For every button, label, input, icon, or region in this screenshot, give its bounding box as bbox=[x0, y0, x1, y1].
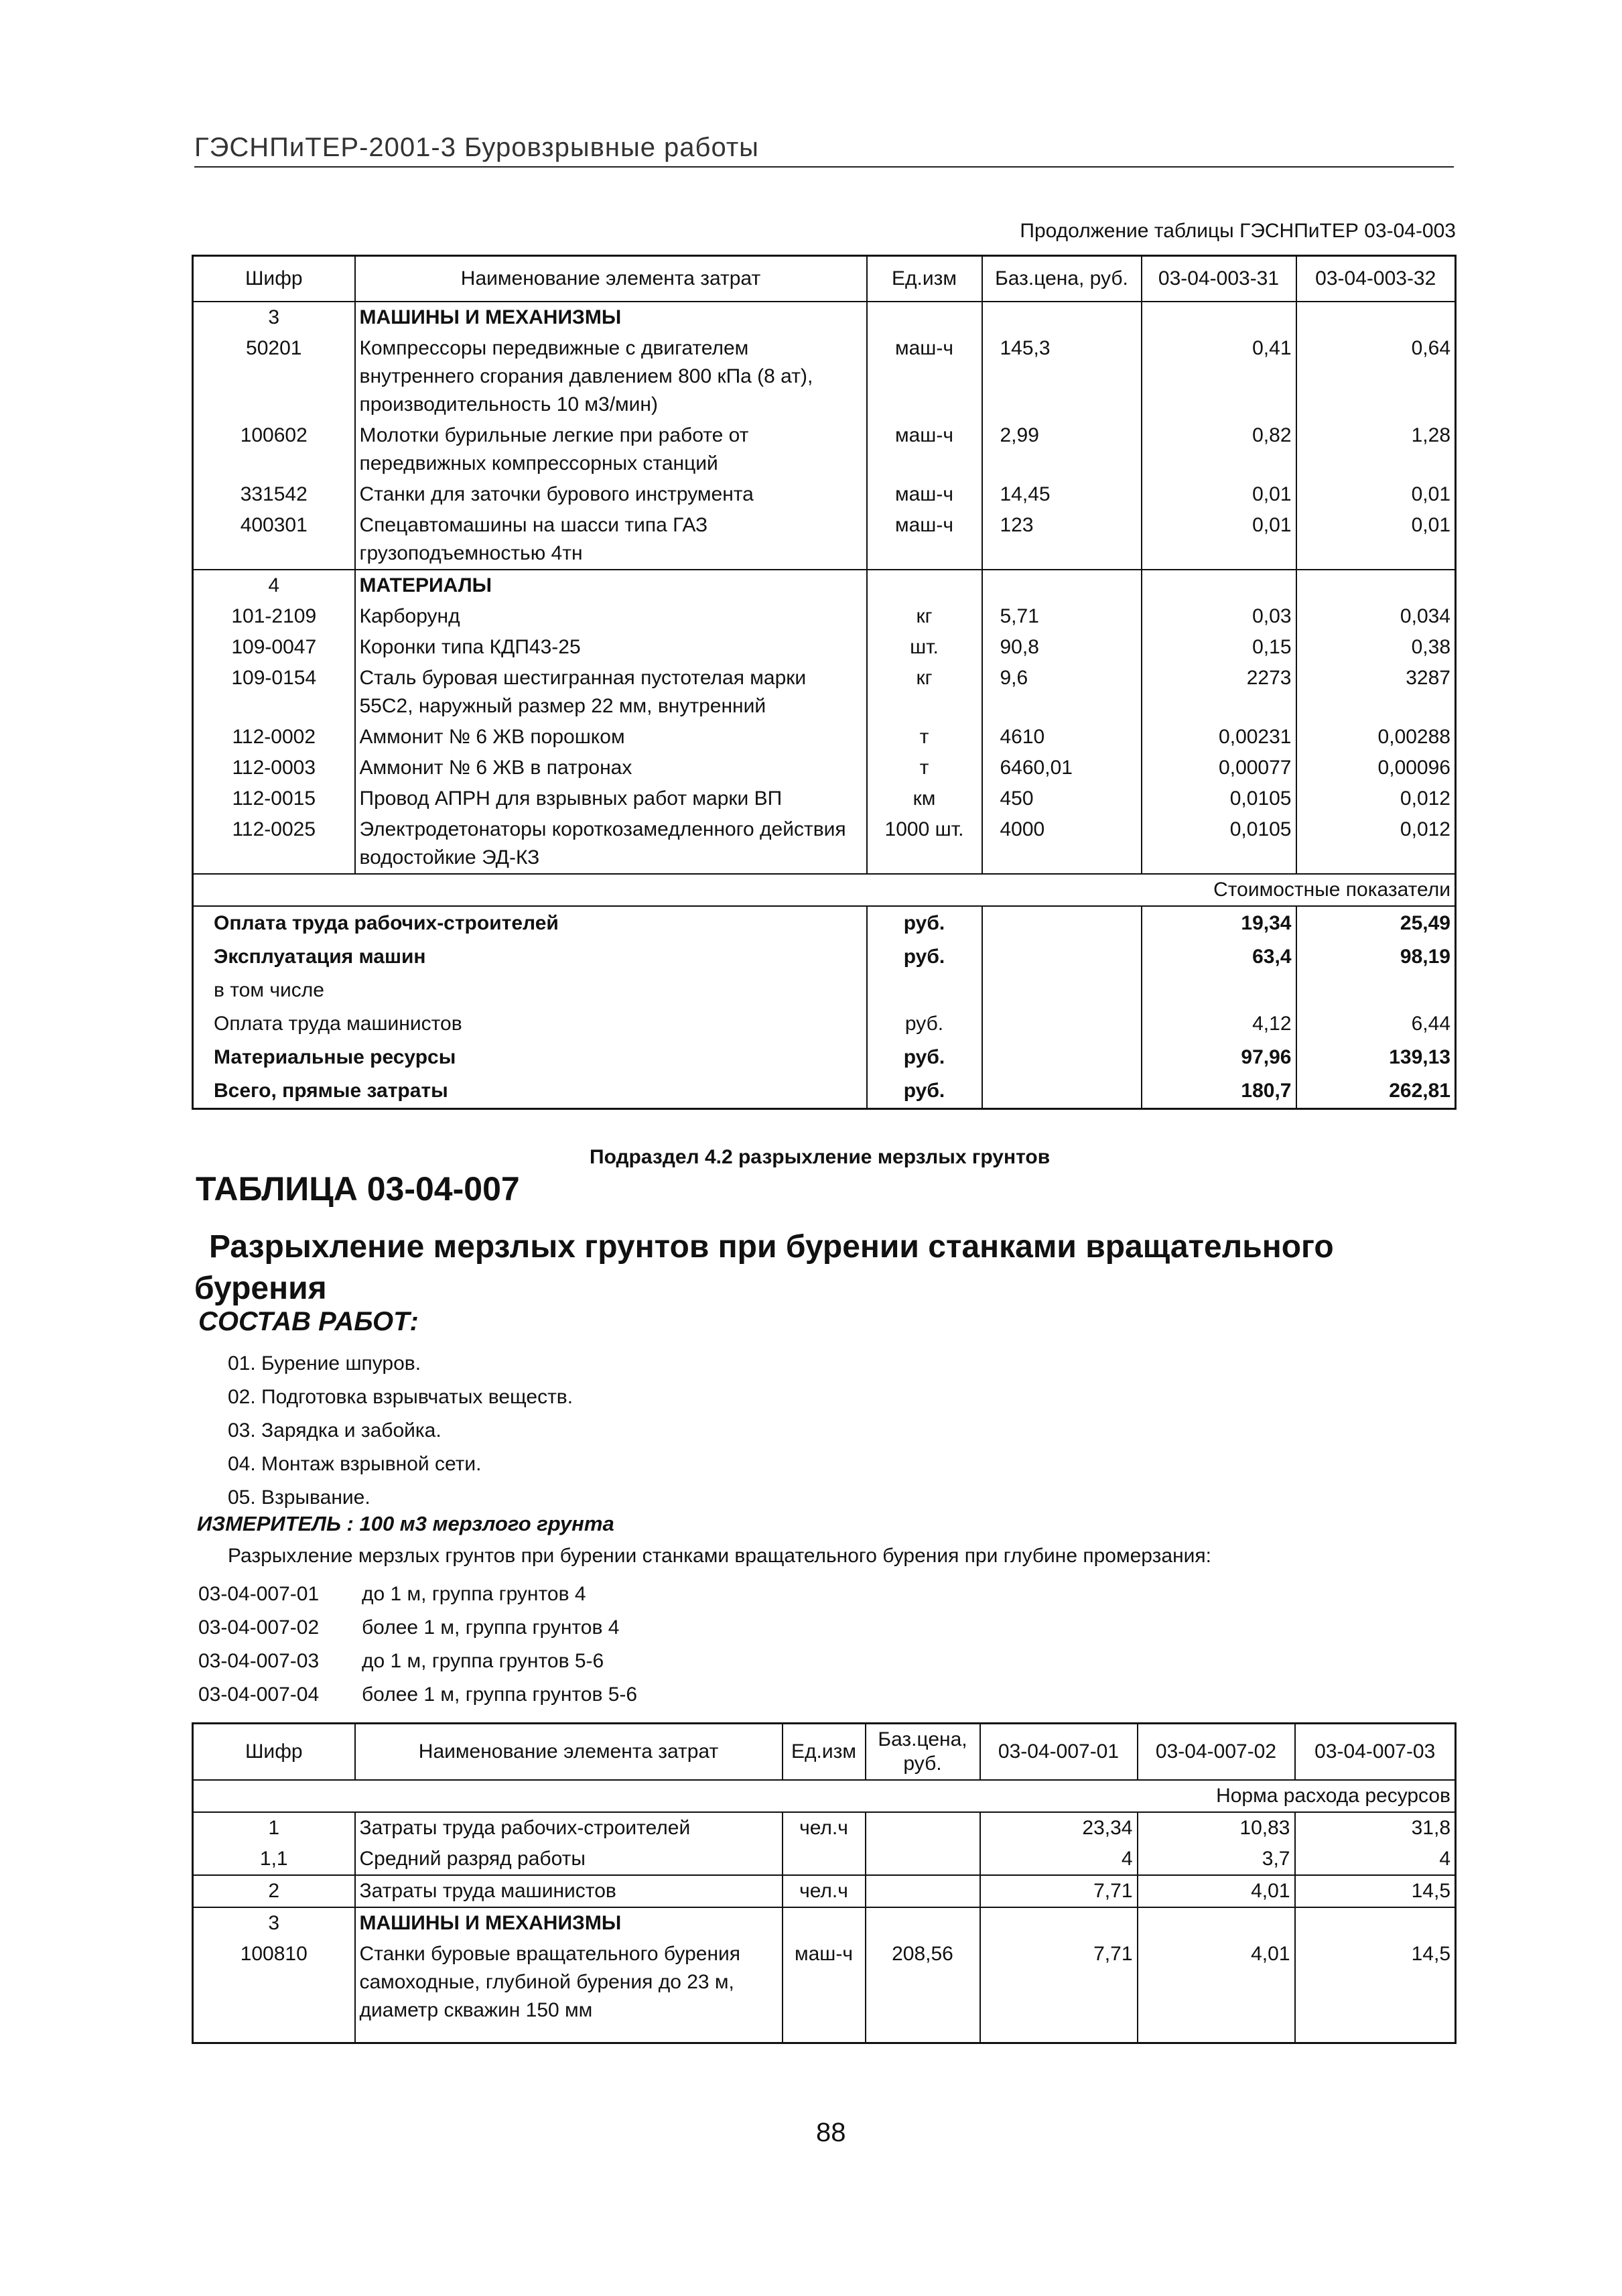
measure-description: Разрыхление мерзлых грунтов при бурении станками вращательного бурения при глубине промерзания: bbox=[228, 1545, 1211, 1567]
summary-unit bbox=[867, 974, 982, 1007]
summary-value: 98,19 bbox=[1296, 940, 1456, 974]
resource-name: Спецавтомашины на шасси типа ГАЗ грузоподъемностью 4тн bbox=[355, 510, 867, 570]
resource-value: 0,00288 bbox=[1296, 722, 1456, 753]
resource-value: 4 bbox=[980, 1844, 1138, 1875]
resource-value: 14,5 bbox=[1295, 1939, 1456, 2026]
resource-code: 331542 bbox=[193, 479, 355, 510]
resource-value: 3,7 bbox=[1138, 1844, 1295, 1875]
summary-value: 63,4 bbox=[1142, 940, 1296, 974]
resource-base-price: 6460,01 bbox=[982, 753, 1142, 783]
resource-row bbox=[193, 632, 1456, 663]
running-title: ГЭСНПиТЕР-2001-3 Буровзрывные работы bbox=[194, 133, 759, 162]
summary-row bbox=[193, 974, 1456, 1007]
resource-value: 0,00077 bbox=[1142, 753, 1296, 783]
resource-value: 23,34 bbox=[980, 1812, 1138, 1844]
resource-value: 3287 bbox=[1296, 663, 1456, 722]
resource-unit: маш-ч bbox=[867, 479, 982, 510]
table-title-text: Разрыхление мерзлых грунтов при бурении станками вращательного бурения bbox=[194, 1229, 1334, 1306]
resource-code: 112-0003 bbox=[193, 753, 355, 783]
summary-value: 6,44 bbox=[1296, 1007, 1456, 1041]
resource-name: Компрессоры передвижные с двигателем внутреннего сгорания давлением 800 кПа (8 ат), производительность 10 м3/мин) bbox=[355, 333, 867, 420]
resource-value: 0,034 bbox=[1296, 601, 1456, 632]
table-cell bbox=[1295, 2026, 1456, 2043]
resource-code: 100602 bbox=[193, 420, 355, 479]
resource-row bbox=[193, 663, 1456, 722]
resource-value: 14,5 bbox=[1295, 1875, 1456, 1907]
variant-code: 03-04-007-01 bbox=[198, 1583, 320, 1605]
variant-text: до 1 м, группа грунтов 5-6 bbox=[362, 1650, 604, 1672]
resource-code: 112-0025 bbox=[193, 814, 355, 874]
variant-row bbox=[198, 1645, 637, 1678]
table-cell bbox=[982, 1074, 1142, 1109]
resource-row bbox=[193, 479, 1456, 510]
work-list bbox=[228, 1347, 573, 1515]
resource-row bbox=[193, 783, 1456, 814]
resource-row bbox=[193, 1844, 1456, 1875]
resource-unit: т bbox=[867, 753, 982, 783]
variant-list bbox=[198, 1578, 637, 1712]
variant-row bbox=[198, 1611, 637, 1645]
table-cell bbox=[193, 2026, 355, 2043]
resource-name: Карборунд bbox=[355, 601, 867, 632]
summary-label: Всего, прямые затраты bbox=[193, 1074, 867, 1109]
resource-value: 0,64 bbox=[1296, 333, 1456, 420]
table-cell bbox=[982, 974, 1142, 1007]
resource-code: 2 bbox=[193, 1875, 355, 1907]
table-cell bbox=[867, 570, 982, 601]
resource-code: 112-0015 bbox=[193, 783, 355, 814]
summary-label: Оплата труда машинистов bbox=[193, 1007, 867, 1041]
resource-name: Сталь буровая шестигранная пустотелая марки 55С2, наружный размер 22 мм, внутренний bbox=[355, 663, 867, 722]
resource-row bbox=[193, 420, 1456, 479]
table-cell bbox=[1142, 570, 1296, 601]
column-header: Баз.цена, руб. bbox=[982, 256, 1142, 302]
resource-code: 400301 bbox=[193, 510, 355, 570]
column-header: 03-04-007-01 bbox=[980, 1724, 1138, 1781]
table-cell bbox=[982, 1007, 1142, 1041]
table-cell bbox=[1138, 1907, 1295, 1939]
summary-unit: руб. bbox=[867, 940, 982, 974]
summary-value: 262,81 bbox=[1296, 1074, 1456, 1109]
variant-text: более 1 м, группа грунтов 5-6 bbox=[362, 1683, 638, 1706]
table-header-row bbox=[193, 256, 1456, 302]
resource-row bbox=[193, 722, 1456, 753]
resource-unit: км bbox=[867, 783, 982, 814]
resource-row bbox=[193, 601, 1456, 632]
resource-code: 50201 bbox=[193, 333, 355, 420]
resource-row bbox=[193, 510, 1456, 570]
column-header: 03-04-007-02 bbox=[1138, 1724, 1295, 1781]
section-title: МАТЕРИАЛЫ bbox=[355, 570, 867, 601]
norm-label: Норма расхода ресурсов bbox=[193, 1780, 1456, 1812]
column-header: Шифр bbox=[193, 1724, 355, 1781]
variant-row bbox=[198, 1678, 637, 1712]
resource-name: Молотки бурильные легкие при работе от передвижных компрессорных станций bbox=[355, 420, 867, 479]
filler-row bbox=[193, 2026, 1456, 2043]
summary-value: 19,34 bbox=[1142, 906, 1296, 940]
column-header: 03-04-003-32 bbox=[1296, 256, 1456, 302]
resource-value: 0,00231 bbox=[1142, 722, 1296, 753]
column-header: 03-04-007-03 bbox=[1295, 1724, 1456, 1781]
summary-label: Материальные ресурсы bbox=[193, 1041, 867, 1074]
resource-unit: маш-ч bbox=[867, 420, 982, 479]
work-item: 01. Бурение шпуров. bbox=[228, 1352, 421, 1375]
cost-label: Стоимостные показатели bbox=[193, 874, 1456, 906]
resource-code: 1,1 bbox=[193, 1844, 355, 1875]
header-rule bbox=[194, 166, 1454, 168]
resource-code: 100810 bbox=[193, 1939, 355, 2026]
summary-label: Оплата труда рабочих-строителей bbox=[193, 906, 867, 940]
table-title bbox=[194, 1226, 1400, 1310]
summary-label: Эксплуатация машин bbox=[193, 940, 867, 974]
summary-row bbox=[193, 906, 1456, 940]
resource-name: Средний разряд работы bbox=[355, 1844, 783, 1875]
resource-code: 101-2109 bbox=[193, 601, 355, 632]
resource-base-price bbox=[866, 1875, 980, 1907]
section-row bbox=[193, 570, 1456, 601]
summary-value: 25,49 bbox=[1296, 906, 1456, 940]
resource-name: Станки для заточки бурового инструмента bbox=[355, 479, 867, 510]
resource-unit: т bbox=[867, 722, 982, 753]
section-title: МАШИНЫ И МЕХАНИЗМЫ bbox=[355, 302, 867, 333]
resource-base-price bbox=[866, 1812, 980, 1844]
table-cell bbox=[783, 2026, 866, 2043]
resource-value: 0,03 bbox=[1142, 601, 1296, 632]
resource-value: 4 bbox=[1295, 1844, 1456, 1875]
table-cell bbox=[980, 2026, 1138, 2043]
table-header-row bbox=[193, 1724, 1456, 1781]
resource-base-price: 4000 bbox=[982, 814, 1142, 874]
table1-body bbox=[193, 302, 1456, 1109]
table2-body bbox=[193, 1780, 1456, 2043]
resource-unit: 1000 шт. bbox=[867, 814, 982, 874]
table-cell bbox=[355, 2026, 783, 2043]
resource-unit: чел.ч bbox=[783, 1812, 866, 1844]
resource-base-price: 14,45 bbox=[982, 479, 1142, 510]
resource-value: 0,01 bbox=[1142, 479, 1296, 510]
table-cell bbox=[1142, 302, 1296, 333]
resource-name: Затраты труда рабочих-строителей bbox=[355, 1812, 783, 1844]
column-header: Ед.изм bbox=[867, 256, 982, 302]
resource-value: 4,01 bbox=[1138, 1939, 1295, 2026]
resource-unit: кг bbox=[867, 663, 982, 722]
section-code: 4 bbox=[193, 570, 355, 601]
column-header: 03-04-003-31 bbox=[1142, 256, 1296, 302]
resource-value: 7,71 bbox=[980, 1939, 1138, 2026]
work-item: 05. Взрывание. bbox=[228, 1486, 370, 1509]
table1-caption: Продолжение таблицы ГЭСНПиТЕР 03-04-003 bbox=[1020, 220, 1456, 242]
resource-value: 10,83 bbox=[1138, 1812, 1295, 1844]
resource-row bbox=[193, 333, 1456, 420]
table-cell bbox=[1296, 302, 1456, 333]
resource-value: 4,01 bbox=[1138, 1875, 1295, 1907]
resource-base-price: 5,71 bbox=[982, 601, 1142, 632]
summary-label: в том числе bbox=[193, 974, 867, 1007]
resource-value: 0,41 bbox=[1142, 333, 1296, 420]
variant-code: 03-04-007-04 bbox=[198, 1683, 320, 1706]
resource-value: 0,01 bbox=[1296, 510, 1456, 570]
table-cell bbox=[867, 302, 982, 333]
work-item: 04. Монтаж взрывной сети. bbox=[228, 1453, 482, 1475]
resource-base-price: 9,6 bbox=[982, 663, 1142, 722]
resource-value: 0,012 bbox=[1296, 783, 1456, 814]
variant-code: 03-04-007-03 bbox=[198, 1650, 320, 1672]
section-code: 3 bbox=[193, 1907, 355, 1939]
resource-base-price: 145,3 bbox=[982, 333, 1142, 420]
resource-base-price: 123 bbox=[982, 510, 1142, 570]
column-header: Наименование элемента затрат bbox=[355, 256, 867, 302]
norm-label-row bbox=[193, 1780, 1456, 1812]
summary-unit: руб. bbox=[867, 1074, 982, 1109]
resource-unit: чел.ч bbox=[783, 1875, 866, 1907]
resource-name: Аммонит № 6 ЖВ порошком bbox=[355, 722, 867, 753]
resource-name: Затраты труда машинистов bbox=[355, 1875, 783, 1907]
variant-text: более 1 м, группа грунтов 4 bbox=[362, 1616, 620, 1639]
table-cell bbox=[982, 570, 1142, 601]
table-cell bbox=[783, 1907, 866, 1939]
resource-row bbox=[193, 814, 1456, 874]
measure-unit: ИЗМЕРИТЕЛЬ : 100 м3 мерзлого грунта bbox=[197, 1512, 614, 1535]
table-cell bbox=[982, 302, 1142, 333]
resource-row bbox=[193, 753, 1456, 783]
variant-row bbox=[198, 1578, 637, 1611]
variant-text: до 1 м, группа грунтов 4 bbox=[362, 1583, 586, 1605]
section-row bbox=[193, 1907, 1456, 1939]
work-item: 03. Зарядка и забойка. bbox=[228, 1419, 442, 1442]
section-row bbox=[193, 302, 1456, 333]
work-heading: СОСТАВ РАБОТ: bbox=[198, 1307, 419, 1336]
resource-unit bbox=[783, 1844, 866, 1875]
table-cell bbox=[1138, 2026, 1295, 2043]
resource-base-price bbox=[866, 1844, 980, 1875]
page-number: 88 bbox=[816, 2118, 846, 2147]
work-item: 02. Подготовка взрывчатых веществ. bbox=[228, 1386, 573, 1408]
section-code: 3 bbox=[193, 302, 355, 333]
resource-base-price: 2,99 bbox=[982, 420, 1142, 479]
column-header: Шифр bbox=[193, 256, 355, 302]
resource-row bbox=[193, 1875, 1456, 1907]
resource-code: 1 bbox=[193, 1812, 355, 1844]
resource-name: Коронки типа КДП43-25 bbox=[355, 632, 867, 663]
section-title: МАШИНЫ И МЕХАНИЗМЫ bbox=[355, 1907, 783, 1939]
summary-row bbox=[193, 1041, 1456, 1074]
table-cell bbox=[982, 940, 1142, 974]
resource-value: 0,00096 bbox=[1296, 753, 1456, 783]
resource-unit: маш-ч bbox=[783, 1939, 866, 2026]
table-cell bbox=[866, 1907, 980, 1939]
resource-value: 7,71 bbox=[980, 1875, 1138, 1907]
summary-unit: руб. bbox=[867, 1007, 982, 1041]
resource-name: Станки буровые вращательного бурения самоходные, глубиной бурения до 23 м, диаметр скважин 150 мм bbox=[355, 1939, 783, 2026]
resource-code: 112-0002 bbox=[193, 722, 355, 753]
resource-row bbox=[193, 1812, 1456, 1844]
summary-unit: руб. bbox=[867, 1041, 982, 1074]
table-cell bbox=[982, 906, 1142, 940]
resource-value: 0,01 bbox=[1142, 510, 1296, 570]
summary-unit: руб. bbox=[867, 906, 982, 940]
summary-value: 180,7 bbox=[1142, 1074, 1296, 1109]
summary-value: 4,12 bbox=[1142, 1007, 1296, 1041]
resource-name: Электродетонаторы короткозамедленного действия водостойкие ЭД-КЗ bbox=[355, 814, 867, 874]
resource-unit: шт. bbox=[867, 632, 982, 663]
summary-row bbox=[193, 1007, 1456, 1041]
resource-value: 2273 bbox=[1142, 663, 1296, 722]
variant-code: 03-04-007-02 bbox=[198, 1616, 320, 1639]
summary-value: 97,96 bbox=[1142, 1041, 1296, 1074]
summary-value: 139,13 bbox=[1296, 1041, 1456, 1074]
table-cell bbox=[982, 1041, 1142, 1074]
table-cell bbox=[1295, 1907, 1456, 1939]
resource-row bbox=[193, 1939, 1456, 2026]
summary-value bbox=[1142, 974, 1296, 1007]
summary-row bbox=[193, 940, 1456, 974]
resource-unit: кг bbox=[867, 601, 982, 632]
resource-unit: маш-ч bbox=[867, 333, 982, 420]
resource-name: Провод АПРН для взрывных работ марки ВП bbox=[355, 783, 867, 814]
resource-base-price: 208,56 bbox=[866, 1939, 980, 2026]
resource-value: 0,0105 bbox=[1142, 783, 1296, 814]
resource-value: 1,28 bbox=[1296, 420, 1456, 479]
column-header: Наименование элемента затрат bbox=[355, 1724, 783, 1781]
cost-label-row bbox=[193, 874, 1456, 906]
table-cell bbox=[1296, 570, 1456, 601]
summary-value bbox=[1296, 974, 1456, 1007]
resource-base-price: 90,8 bbox=[982, 632, 1142, 663]
resource-code: 109-0154 bbox=[193, 663, 355, 722]
resource-name: Аммонит № 6 ЖВ в патронах bbox=[355, 753, 867, 783]
resource-base-price: 450 bbox=[982, 783, 1142, 814]
resource-unit: маш-ч bbox=[867, 510, 982, 570]
resource-value: 0,012 bbox=[1296, 814, 1456, 874]
resource-value: 0,01 bbox=[1296, 479, 1456, 510]
subsection-title: Подраздел 4.2 разрыхление мерзлых грунтов bbox=[590, 1146, 1051, 1168]
resource-value: 0,82 bbox=[1142, 420, 1296, 479]
table-cell bbox=[980, 1907, 1138, 1939]
resource-code: 109-0047 bbox=[193, 632, 355, 663]
resource-value: 0,38 bbox=[1296, 632, 1456, 663]
resource-value: 0,15 bbox=[1142, 632, 1296, 663]
column-header: Баз.цена, руб. bbox=[866, 1724, 980, 1781]
resource-value: 0,0105 bbox=[1142, 814, 1296, 874]
summary-row bbox=[193, 1074, 1456, 1109]
column-header: Ед.изм bbox=[783, 1724, 866, 1781]
resource-base-price: 4610 bbox=[982, 722, 1142, 753]
table-03-04-003 bbox=[192, 255, 1457, 1110]
table-id: ТАБЛИЦА 03-04-007 bbox=[196, 1170, 520, 1208]
table-cell bbox=[866, 2026, 980, 2043]
resource-value: 31,8 bbox=[1295, 1812, 1456, 1844]
table-03-04-007 bbox=[192, 1722, 1457, 2044]
